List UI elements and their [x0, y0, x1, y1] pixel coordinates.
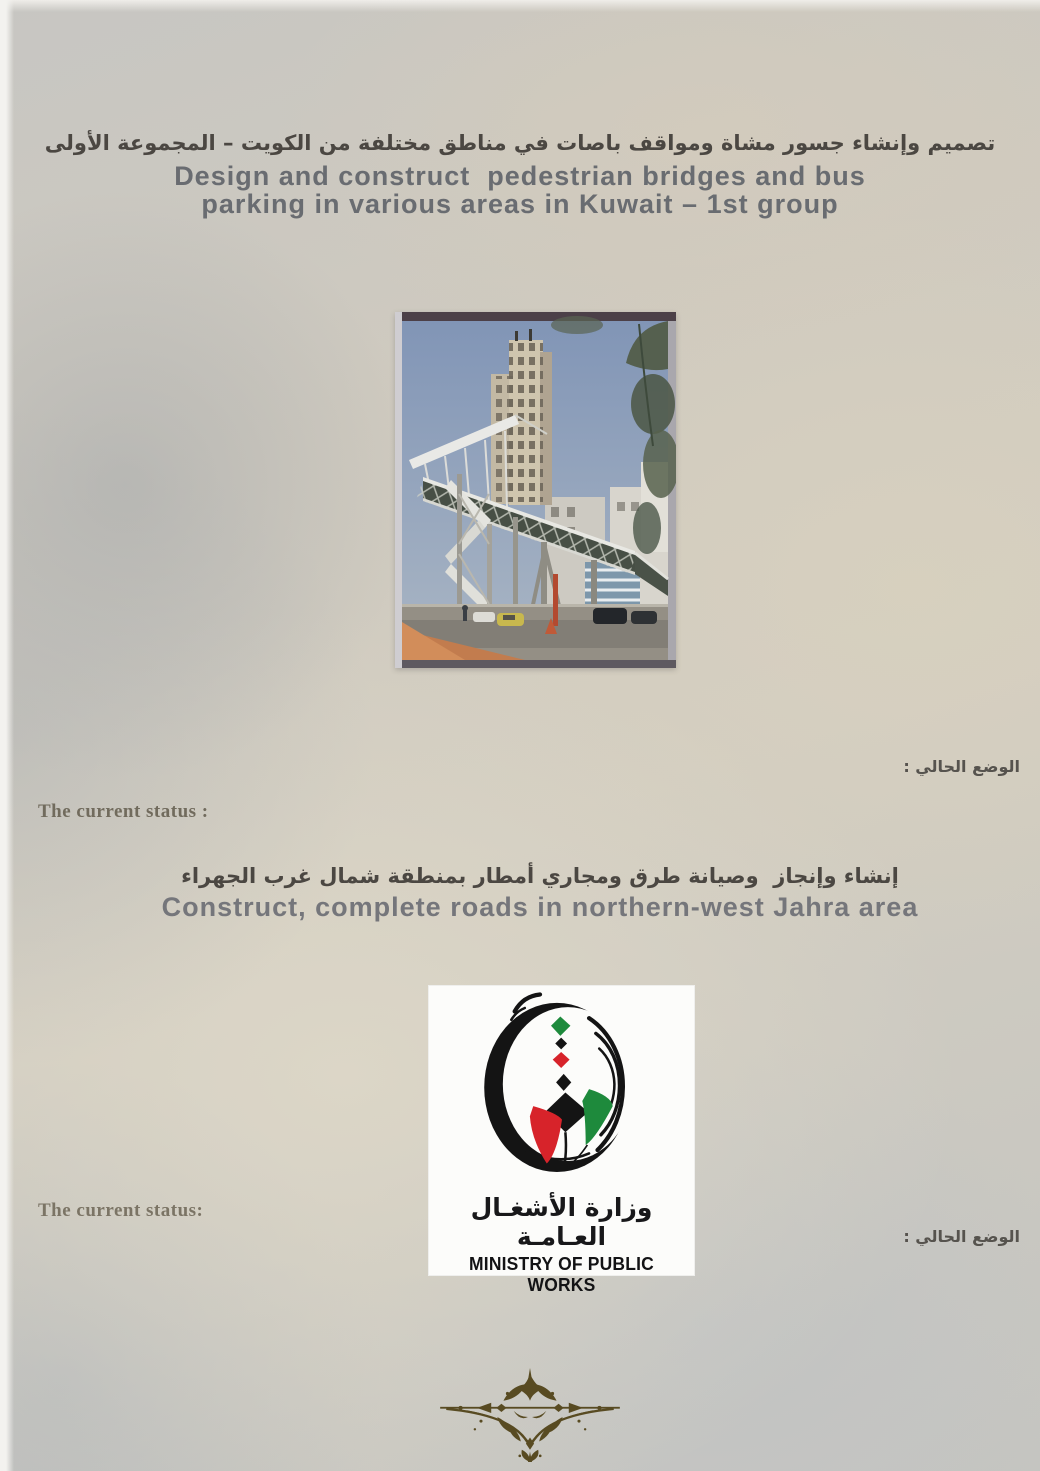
project2-title-arabic: إنشاء وإنجاز وصيانة طرق ومجاري أمطار بمنطقة شمال غرب الجهراء — [181, 864, 899, 888]
project2-title-block — [40, 864, 1040, 921]
project1-title-block — [0, 131, 1040, 155]
ministry-name-arabic: وزارة الأشغـال العـامـة — [470, 1193, 653, 1251]
project1-title-english-line1: Design and construct pedestrian bridges and bus — [174, 161, 866, 191]
ministry-of-public-works-emblem-icon — [469, 991, 655, 1189]
project1-status-label-arabic: الوضع الحالي : — [903, 757, 1020, 776]
project2-status-label-english: The current status: — [38, 1200, 204, 1221]
pedestrian-bridge-photo — [395, 312, 676, 668]
pedestrian-bridge-illustration — [395, 312, 676, 668]
ministry-name-english: MINISTRY OF PUBLIC WORKS — [469, 1254, 654, 1295]
project2-title-english: Construct, complete roads in northern-west Jahra area — [161, 892, 919, 922]
ministry-logo-box — [428, 985, 695, 1295]
project1-status-label-english: The current status : — [38, 801, 209, 822]
project2-status-label-arabic: الوضع الحالي : — [903, 1227, 1020, 1246]
project1-title-english-line2: parking in various areas in Kuwait – 1st group — [201, 189, 839, 219]
floral-flourish-icon — [440, 1366, 620, 1464]
project1-title-arabic: تصميم وإنشاء جسور مشاة ومواقف باصات في مناطق مختلفة من الكويت – المجموعة الأولى — [44, 131, 996, 155]
